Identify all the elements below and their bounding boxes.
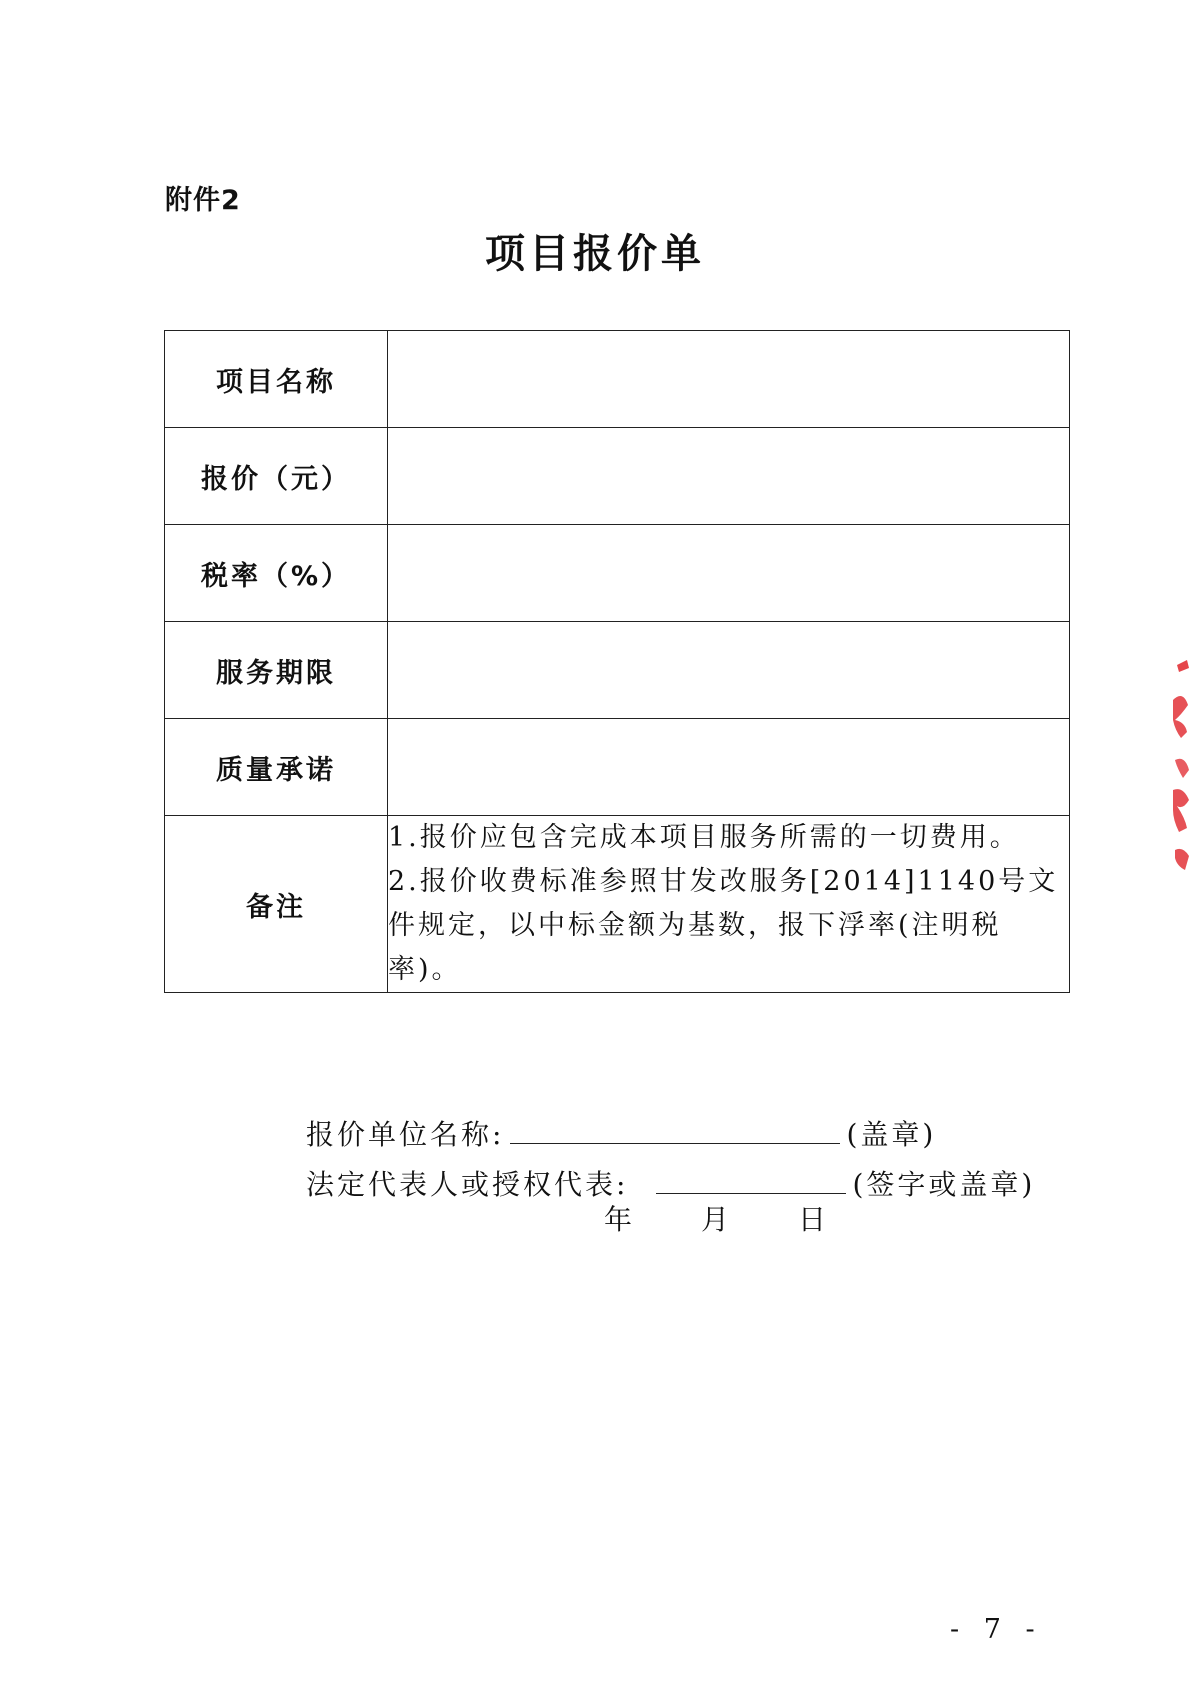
unit-name-blank[interactable] (510, 1113, 840, 1144)
notes-line-2: 2.报价收费标准参照甘发改服务[2014]1140号文件规定，以中标金额为基数，报下浮率(注明税率)。 (388, 866, 1059, 985)
representative-suffix: (签字或盖章) (852, 1168, 1036, 1201)
service-period-field[interactable] (388, 622, 1070, 719)
seal-stamp-icon (1163, 660, 1190, 880)
quote-table (164, 330, 1070, 993)
unit-name-label: 报价单位名称: (306, 1118, 505, 1151)
page-title: 项目报价单 (485, 231, 705, 277)
row-label-service-period: 服务期限 (165, 622, 388, 719)
row-label-quality-commitment: 质量承诺 (165, 719, 388, 816)
unit-name-suffix: (盖章) (846, 1118, 937, 1151)
tax-rate-field[interactable] (388, 525, 1070, 622)
page-number: - 7 - (950, 1614, 1043, 1645)
table-row (165, 719, 1070, 816)
table-row (165, 622, 1070, 719)
table-row (165, 331, 1070, 428)
notes-cell (388, 816, 1070, 993)
row-label-project-name: 项目名称 (165, 331, 388, 428)
row-label-price: 报价（元） (165, 428, 388, 525)
date-month: 月 (701, 1203, 733, 1236)
unit-name-line (306, 1110, 1035, 1160)
representative-label: 法定代表人或授权代表: (306, 1168, 629, 1201)
row-label-tax-rate: 税率（%） (165, 525, 388, 622)
project-name-field[interactable] (388, 331, 1070, 428)
signature-block (306, 1110, 1035, 1210)
attachment-label: 附件2 (165, 185, 241, 216)
date-day: 日 (798, 1203, 830, 1236)
date-year: 年 (604, 1203, 636, 1236)
price-field[interactable] (388, 428, 1070, 525)
row-label-notes: 备注 (165, 816, 388, 993)
date-line (604, 1198, 829, 1238)
representative-blank[interactable] (656, 1163, 846, 1194)
table-row (165, 525, 1070, 622)
table-row (165, 428, 1070, 525)
table-row-notes (165, 816, 1070, 993)
quality-commitment-field[interactable] (388, 719, 1070, 816)
notes-line-1: 1.报价应包含完成本项目服务所需的一切费用。 (388, 822, 1020, 853)
